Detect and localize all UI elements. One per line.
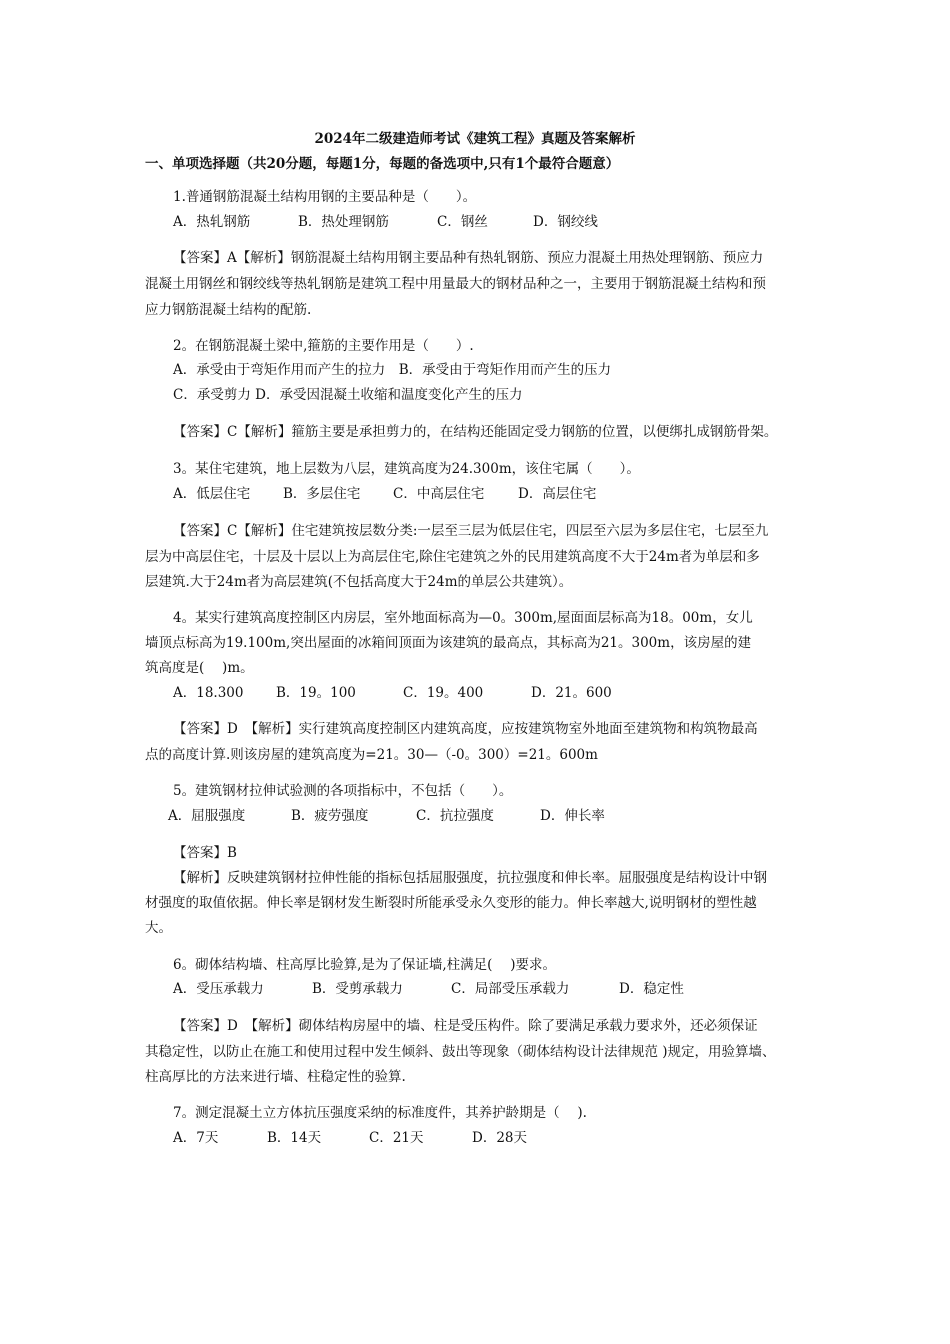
- answer-line: 混凝土用钢丝和钢绞线等热轧钢筋是建筑工程中用量最大的钢材品种之一，主要用于钢筋混凝土结构和预: [145, 276, 766, 292]
- answer-line: 【答案】C【解析】箍筋主要是承担剪力的，在结构还能固定受力钢筋的位置，以便绑扎成钢筋骨架。: [173, 424, 778, 440]
- option: D．伸长率: [540, 808, 605, 824]
- option: A．热轧钢筋: [173, 214, 251, 230]
- question-stem: 3。某住宅建筑，地上层数为八层，建筑高度为24.300m，该住宅属（ ）。: [173, 461, 640, 477]
- page-title: 2024年二级建造师考试《建筑工程》真题及答案解析: [314, 131, 636, 147]
- option: A．7天: [173, 1130, 219, 1146]
- answer-line: 【答案】D 【解析】实行建筑高度控制区内建筑高度，应按建筑物室外地面至建筑物和构筑物最高: [173, 721, 758, 737]
- answer-line: 应力钢筋混凝土结构的配筋.: [145, 302, 312, 318]
- answer-line: 【答案】B: [173, 845, 237, 861]
- answer-line: 大。: [145, 920, 172, 936]
- option: C．钢丝: [437, 214, 488, 230]
- option: D．21。600: [531, 685, 612, 701]
- answer-line: 【答案】C【解析】住宅建筑按层数分类:一层至三层为低层住宅，四层至六层为多层住宅，七层至九: [173, 523, 769, 539]
- option: B．19。100: [276, 685, 356, 701]
- question-stem: 筑高度是( )m。: [145, 660, 254, 676]
- option-row: A．承受由于弯矩作用而产生的拉力 B．承受由于弯矩作用而产生的压力: [173, 362, 612, 378]
- option: C．中高层住宅: [393, 486, 485, 502]
- option: A．受压承载力: [173, 981, 264, 997]
- option: C．19。400: [403, 685, 484, 701]
- option: C．局部受压承载力: [451, 981, 570, 997]
- answer-line: 层建筑.大于24m者为高层建筑(不包括高度大于24m的单层公共建筑）。: [145, 574, 573, 590]
- answer-line: 【答案】D 【解析】砌体结构房屋中的墙、柱是受压构件。除了要满足承载力要求外，还必须保证: [173, 1018, 758, 1034]
- option: D．28天: [472, 1130, 528, 1146]
- option: D．钢绞线: [533, 214, 598, 230]
- option: C．21天: [369, 1130, 424, 1146]
- option: B．受剪承载力: [312, 981, 403, 997]
- question-stem: 6。砌体结构墙、柱高厚比验算,是为了保证墙,柱满足( )要求。: [173, 957, 556, 973]
- option: A．低层住宅: [173, 486, 251, 502]
- option: B．14天: [267, 1130, 322, 1146]
- question-stem: 4。某实行建筑高度控制区内房层，室外地面标高为—0。300m,屋面面层标高为18。00m，女儿: [173, 610, 753, 626]
- question-stem: 5。建筑钢材拉伸试验测的各项指标中，不包括（ ）。: [173, 783, 513, 799]
- answer-line: 层为中高层住宅，十层及十层以上为高层住宅,除住宅建筑之外的民用建筑高度不大于24m者为单层和多: [145, 549, 760, 565]
- question-stem: 7。测定混凝土立方体抗压强度采纳的标准度件，其养护龄期是（ ).: [173, 1105, 587, 1121]
- answer-line: 【答案】A【解析】钢筋混凝土结构用钢主要品种有热轧钢筋、预应力混凝土用热处理钢筋、预应力: [173, 250, 764, 266]
- answer-line: 材强度的取值依据。伸长率是钢材发生断裂时所能承受永久变形的能力。伸长率越大,说明钢材的塑性越: [145, 895, 757, 911]
- option: B．热处理钢筋: [298, 214, 389, 230]
- option: B．多层住宅: [283, 486, 361, 502]
- question-stem: 1.普通钢筋混凝土结构用钢的主要品种是（ ）。: [173, 189, 477, 205]
- answer-line: 点的高度计算.则该房屋的建筑高度为=21。30—（-0。300）=21。600m: [145, 747, 598, 763]
- option: C．抗拉强度: [416, 808, 494, 824]
- option: D．高层住宅: [518, 486, 597, 502]
- question-stem: 墙顶点标高为19.100m,突出屋面的冰箱间顶面为该建筑的最高点，其标高为21。300m，该房屋的建: [145, 635, 752, 651]
- question-stem: 2。在钢筋混凝土梁中,箍筋的主要作用是（ ）.: [173, 338, 474, 354]
- option-row: C．承受剪力 D．承受因混凝土收缩和温度变化产生的压力: [173, 387, 523, 403]
- section-heading: 一、单项选择题（共20分题，每题1分，每题的备选项中,只有1个最符合题意）: [145, 156, 620, 172]
- option: A．18.300: [173, 685, 244, 701]
- option: D．稳定性: [619, 981, 684, 997]
- answer-line: 【解析】反映建筑钢材拉伸性能的指标包括屈服强度，抗拉强度和伸长率。屈服强度是结构设计中钢: [173, 870, 767, 886]
- answer-line: 其稳定性，以防止在施工和使用过程中发生倾斜、鼓出等现象（砌体结构设计法律规范 )规定，用验算墙、: [145, 1044, 776, 1060]
- answer-line: 柱高厚比的方法来进行墙、柱稳定性的验算.: [145, 1069, 406, 1085]
- option: A．屈服强度: [168, 808, 246, 824]
- option: B．疲劳强度: [291, 808, 369, 824]
